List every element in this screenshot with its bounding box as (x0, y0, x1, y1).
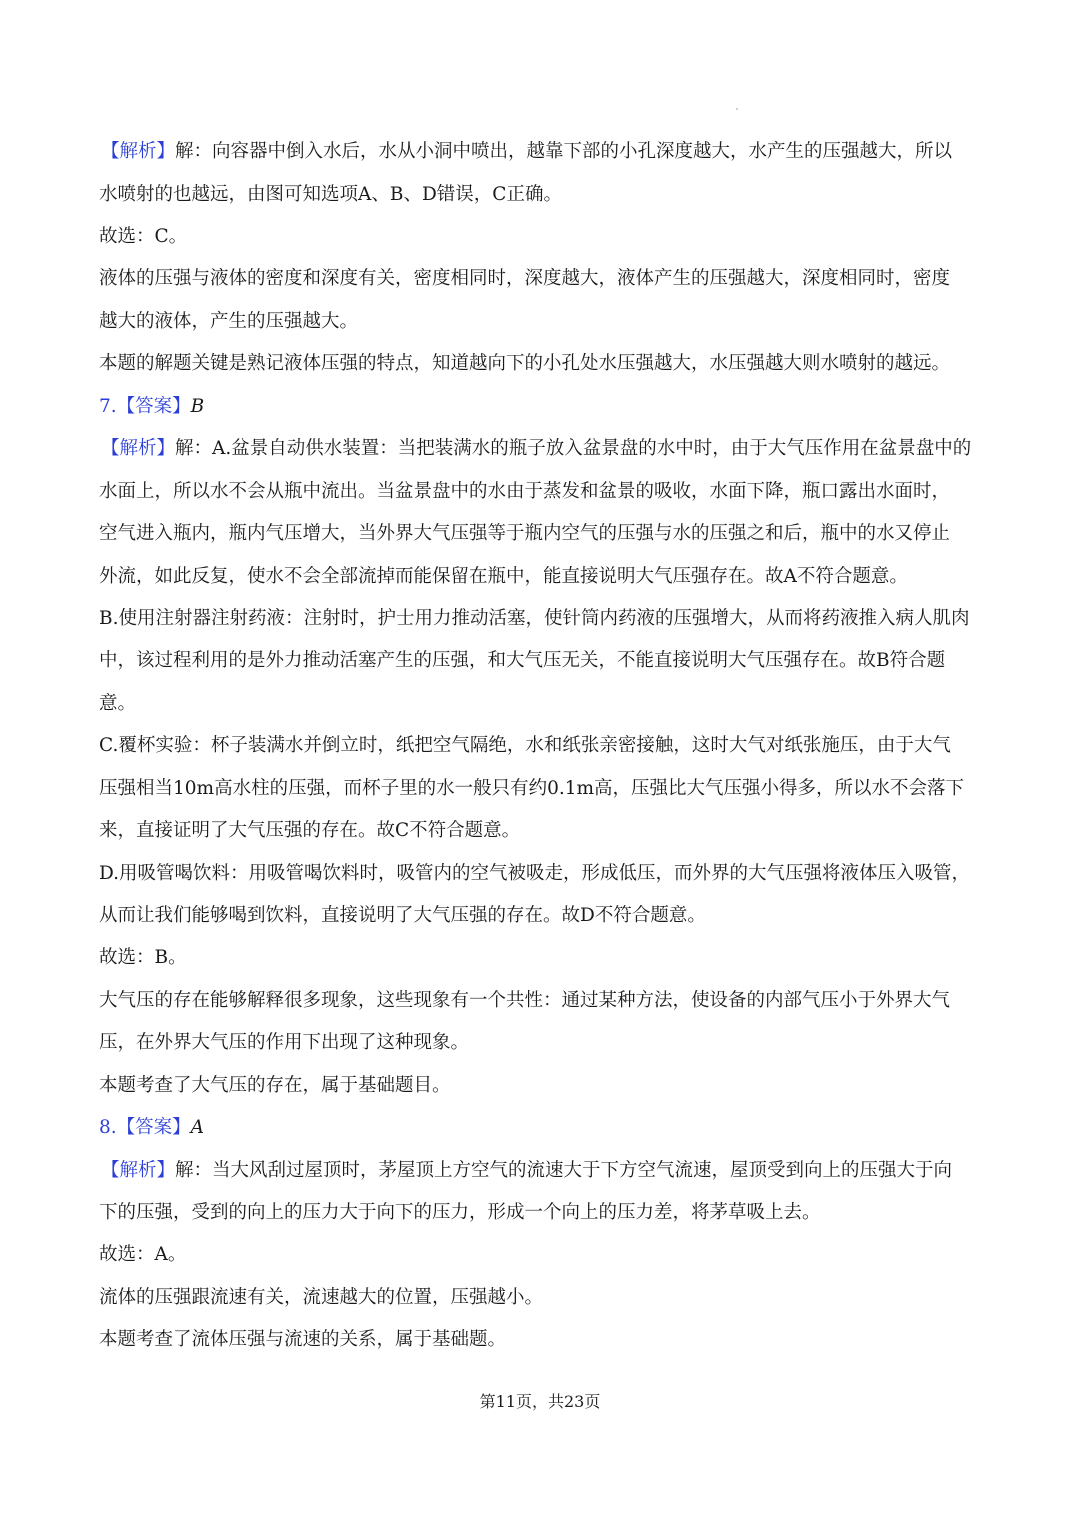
analysis-7-line-8: C.覆杯实验：杯子装满水并倒立时，纸把空气隔绝，水和纸张亲密接触，这时大气对纸张施压，由于大气 (99, 735, 951, 756)
analysis-7-line-10: 来，直接证明了大气压强的存在。故C不符合题意。 (99, 820, 521, 841)
choice-6: 故选：C。 (99, 226, 188, 247)
analysis-6-line-1: 【解析】解：向容器中倒入水后，水从小洞中喷出，越靠下部的小孔深度越大，水产生的压强越大，所以 (101, 141, 953, 162)
summary-7: 本题考查了大气压的存在，属于基础题目。 (99, 1075, 451, 1096)
analysis-6-line-2: 水喷射的也越远，由图可知选项A、B、D错误，C正确。 (99, 184, 562, 205)
comment-7-line-1: 大气压的存在能够解释很多现象，这些现象有一个共性：通过某种方法，使设备的内部气压小于外界大气 (99, 990, 951, 1011)
comment-8: 流体的压强跟流速有关，流速越大的位置，压强越小。 (99, 1287, 544, 1308)
scan-speck (736, 108, 738, 110)
analysis-7-line-5: B.使用注射器注射药液：注射时，护士用力推动活塞，使针筒内药液的压强增大，从而将药液推入病人肌肉 (99, 608, 970, 629)
choice-7: 故选：B。 (99, 947, 187, 968)
analysis-7-line-4: 外流，如此反复，使水不会全部流掉而能保留在瓶中，能直接说明大气压强存在。故A不符合题意。 (99, 566, 908, 587)
analysis-7-line-9: 压强相当10m高水柱的压强，而杯子里的水一般只有约0.1m高，压强比大气压强小得多，所以水不会落下 (99, 778, 965, 799)
analysis-7-line-11: D.用吸管喝饮料：用吸管喝饮料时，吸管内的空气被吸走，形成低压，而外界的大气压强将液体压入吸管， (99, 863, 971, 884)
analysis-7-line-7: 意。 (99, 693, 137, 714)
analysis-7-line-12: 从而让我们能够喝到饮料，直接说明了大气压强的存在。故D不符合题意。 (99, 905, 706, 926)
comment-6-line-1: 液体的压强与液体的密度和深度有关，密度相同时，深度越大，液体产生的压强越大，深度相同时，密度 (99, 268, 951, 289)
analysis-8-line-2: 下的压强，受到的向上的压力大于向下的压力，形成一个向上的压力差，将茅草吸上去。 (99, 1202, 821, 1223)
analysis-7-line-1: 【解析】解：A.盆景自动供水装置：当把装满水的瓶子放入盆景盘的水中时，由于大气压作用在盆景盘中的 (101, 438, 972, 459)
comment-6-line-2: 越大的液体，产生的压强越大。 (99, 311, 359, 332)
comment-7-line-2: 压，在外界大气压的作用下出现了这种现象。 (99, 1032, 470, 1053)
answer-8: 8.【答案】A (99, 1117, 205, 1138)
summary-6: 本题的解题关键是熟记液体压强的特点，知道越向下的小孔处水压强越大，水压强越大则水喷射的越远。 (99, 353, 951, 374)
choice-8: 故选：A。 (99, 1244, 187, 1265)
summary-8: 本题考查了流体压强与流速的关系，属于基础题。 (99, 1329, 507, 1350)
analysis-8-line-1: 【解析】解：当大风刮过屋顶时，茅屋顶上方空气的流速大于下方空气流速，屋顶受到向上的压强大于向 (101, 1160, 953, 1181)
analysis-7-line-2: 水面上，所以水不会从瓶中流出。当盆景盘中的水由于蒸发和盆景的吸收，水面下降，瓶口露出水面时， (99, 481, 951, 502)
page-footer: 第11页，共23页 (479, 1392, 601, 1411)
analysis-7-line-6: 中，该过程利用的是外力推动活塞产生的压强，和大气压无关，不能直接说明大气压强存在。故B符合题 (99, 650, 946, 671)
answer-7: 7.【答案】B (99, 396, 205, 417)
analysis-7-line-3: 空气进入瓶内，瓶内气压增大，当外界大气压强等于瓶内空气的压强与水的压强之和后，瓶中的水又停止 (99, 523, 951, 544)
